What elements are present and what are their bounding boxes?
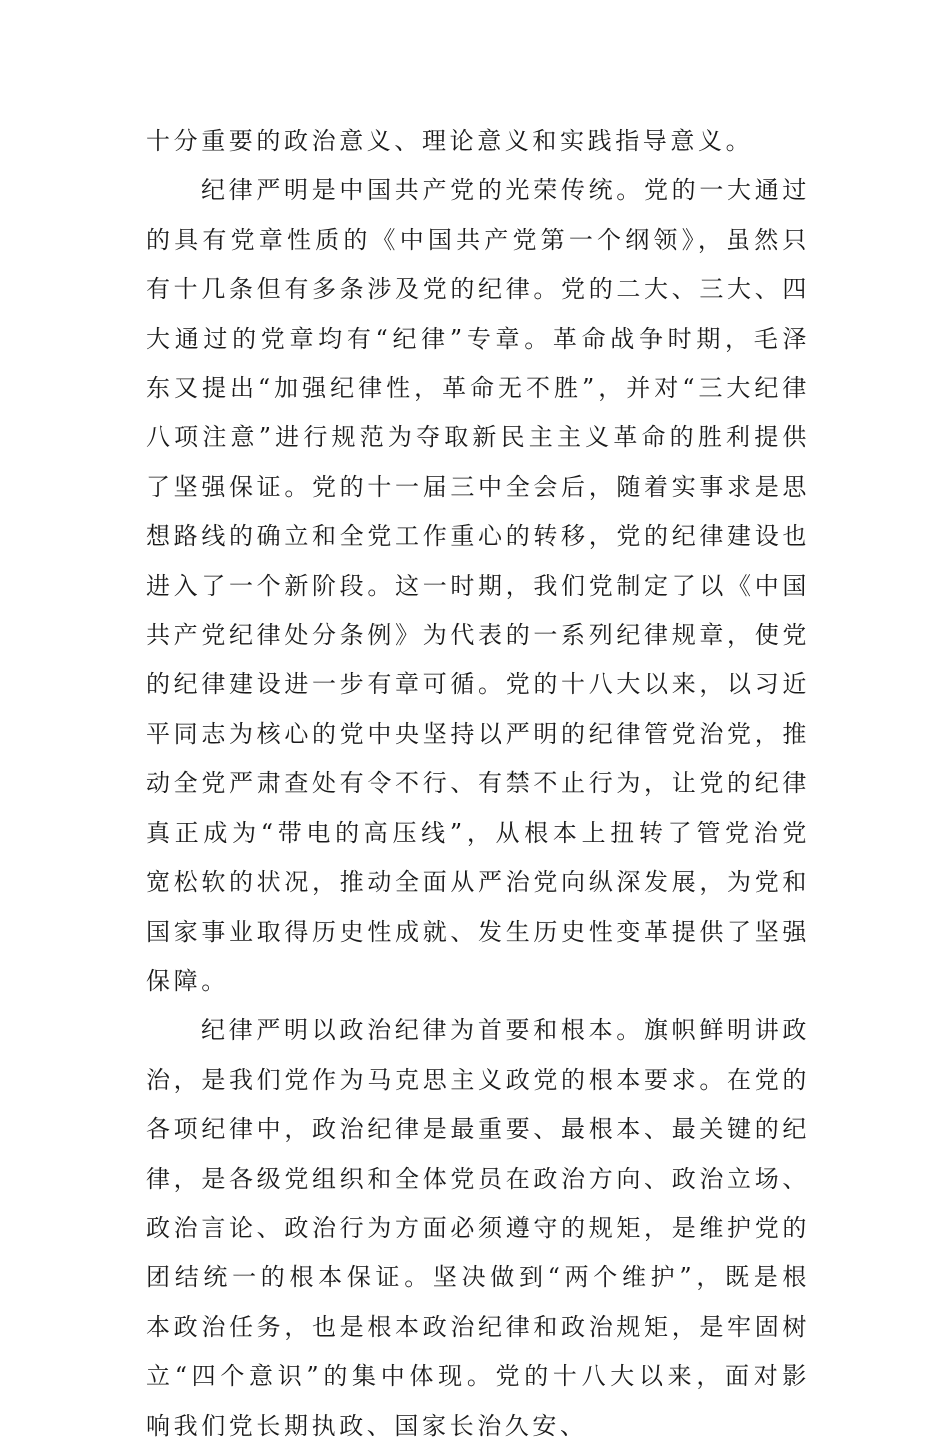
paragraph-continuation: 十分重要的政治意义、理论意义和实践指导意义。 xyxy=(146,127,754,155)
paragraph-discipline-tradition: 纪律严明是中国共产党的光荣传统。党的一大通过的具有党章性质的《中国共产党第一个纲领》，虽然只有十几条但有多条涉及党的纪律。党的二大、三大、四大通过的党章均有“纪律”专章。革命战争时期，毛泽东又提出“加强纪律性，革命无不胜”，并对“三大纪律八项注意”进行规范为夺取新民主主义革命的胜利提供了坚强保证。党的十一届三中全会后，随着实事求是思想路线的确立和全党工作重心的转移，党的纪律建设也进入了一个新阶段。这一时期，我们党制定了以《中国共产党纪律处分条例》为代表的一系列纪律规章，使党的纪律建设进一步有章可循。党的十八大以来，以习近平同志为核心的党中央坚持以严明的纪律管党治党，推动全党严肃查处有令不行、有禁不止行为，让党的纪律真正成为“带电的高压线”，从根本上扭转了管党治党宽松软的状况，推动全面从严治党向纵深发展，为党和国家事业取得历史性成就、发生历史性变革提供了坚强保障。 xyxy=(146,176,810,995)
body-text xyxy=(146,117,810,1451)
paragraph-political-discipline: 纪律严明以政治纪律为首要和根本。旗帜鲜明讲政治，是我们党作为马克思主义政党的根本要求。在党的各项纪律中，政治纪律是最重要、最根本、最关键的纪律，是各级党组织和全体党员在政治方向、政治立场、政治言论、政治行为方面必须遵守的规矩，是维护党的团结统一的根本保证。坚决做到“两个维护”，既是根本政治任务，也是根本政治纪律和政治规矩，是牢固树立“四个意识”的集中体现。党的十八大以来，面对影响我们党长期执政、国家长治久安、 xyxy=(146,1016,810,1440)
